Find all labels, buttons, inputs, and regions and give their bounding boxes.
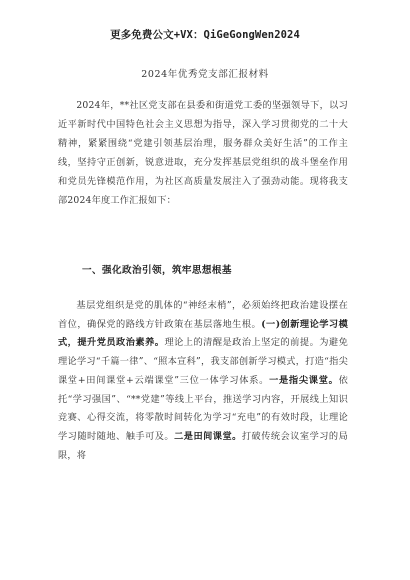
section-1-text: 基层党组织是党的肌体的“神经末梢”，必须始终把政治建设摆在首位，确保党的路线方针政策在基层落地生根。 <box>58 300 348 330</box>
section-1-paragraph <box>58 297 348 465</box>
section-1-body <box>58 297 348 465</box>
subsection-heading-1: (一)创新理论学习模式，提升党员政治素养。 <box>58 318 348 349</box>
item-1-heading: 一是指尖课堂。 <box>269 374 339 386</box>
intro-paragraph: 2024年，**社区党支部在县委和街道党工委的坚强领导下，以习近平新时代中国特色社会主义思想为指导，深入学习贯彻党的二十大精神，紧紧围绕“党建引领基层治理，服务群众美好生活”的工作主线，坚持守正创新，锐意进取，充分发挥基层党组织的战斗堡垒作用和党员先锋模范作用，为社区高质量发展注入了强劲动能。现将我支部2024年度工作汇报如下： <box>58 100 348 206</box>
item-2-text: 打破传统会议室学习的局限，将 <box>58 430 348 461</box>
intro-section <box>58 97 348 210</box>
document-title: 2024年优秀党支部汇报材料 <box>141 69 269 80</box>
promo-header: 更多免费公文+VX：QiGeGongWen2024 <box>110 29 300 41</box>
item-1-text: 依托“学习强国”、“**党建”等线上平台，推送学习内容，开展线上知识竞赛、心得交流，将零散时间转化为学习“充电”的有效时段，让理论学习随时随地、触手可及。 <box>58 374 348 442</box>
item-2-heading: 二是田间课堂。 <box>174 430 242 442</box>
section-heading-1: 一、强化政治引领，筑牢思想根基 <box>82 265 232 276</box>
subsection-1-text: 理论上的清醒是政治上坚定的前提。为避免理论学习“千篇一律”、“照本宣科”，我支部创新学习模式，打造“指尖课堂+田间课堂+云端课堂”三位一体学习体系。 <box>58 337 348 386</box>
